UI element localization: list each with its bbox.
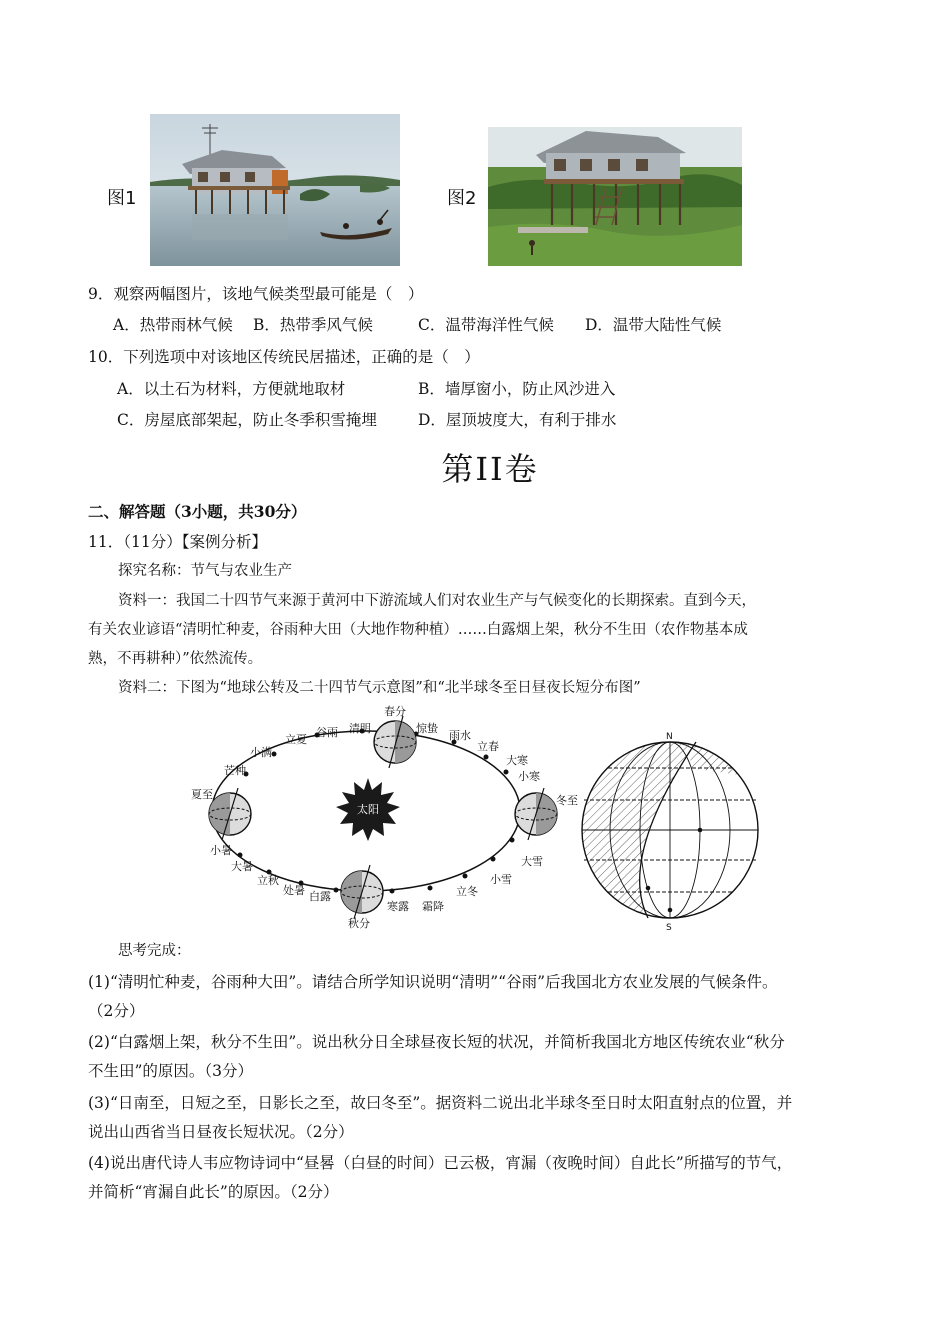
term-bailu: 白露	[309, 890, 331, 903]
term-chushu: 处暑	[283, 884, 305, 897]
term-dashu: 大暑	[231, 860, 253, 873]
stilt-house-dry-photo	[488, 127, 742, 266]
term-hanlu: 寒露	[387, 900, 409, 913]
q11-material1-line2: 有关农业谚语“清明忙种麦，谷雨种大田（大地作物种植）……白露烟上架，秋分不生田（农作物基本成	[88, 622, 748, 638]
term-xiaohan: 小寒	[518, 770, 540, 783]
q9-option-c[interactable]: C．温带海洋性气候	[418, 316, 554, 334]
q9-option-a[interactable]: A．热带雨林气候	[113, 316, 233, 334]
term-lichun: 立春	[477, 740, 499, 753]
q9-option-d[interactable]: D．温带大陆性气候	[585, 316, 722, 334]
earth-spring-equinox-icon	[374, 716, 416, 768]
term-dongzhi: 冬至	[556, 794, 578, 807]
q11-sub4-line2: 并简析“宵漏自此长”的原因。（2分）	[88, 1183, 339, 1201]
q11-sub1-line2: （2分）	[88, 1002, 145, 1020]
term-lixia: 立夏	[285, 733, 307, 746]
term-qingming: 清明	[349, 722, 371, 735]
earth-winter-solstice-icon	[515, 788, 557, 840]
q11-material1-line1: 资料一：我国二十四节气来源于黄河中下游流域人们对农业生产与气候变化的长期探索。直到今天，	[118, 593, 756, 609]
q10-option-d[interactable]: D．屋顶坡度大，有利于排水	[418, 411, 617, 429]
q10-stem: 10．下列选项中对该地区传统民居描述，正确的是（ ）	[88, 348, 480, 366]
q11-heading: 11．（11分）【案例分析】	[88, 533, 267, 551]
fig2-label: 图2	[447, 188, 477, 209]
q11-sub1-line1: (1)“清明忙种麦，谷雨种大田”。请结合所学知识说明“清明”“谷雨”后我国北方农业发展的气候条件。	[88, 973, 778, 991]
sun-label: 太阳	[357, 803, 379, 816]
section-title: 第II卷	[441, 450, 539, 488]
term-dahan: 大寒	[506, 754, 528, 767]
term-guyu: 谷雨	[316, 726, 338, 739]
q11-material1-line3: 熟，不再耕种）”依然流传。	[88, 651, 263, 667]
term-qiufen: 秋分	[348, 917, 370, 930]
term-daxue: 大雪	[521, 855, 543, 868]
term-xiazhi: 夏至	[191, 788, 213, 801]
q11-sub3-line2: 说出山西省当日昼夜长短状况。（2分）	[88, 1123, 354, 1141]
fig1-label: 图1	[107, 188, 137, 209]
q11-topic: 探究名称：节气与农业生产	[118, 563, 292, 579]
term-chunfen: 春分	[384, 705, 406, 718]
q11-sub2-line1: (2)“白露烟上架，秋分不生田”。说出秋分日全球昼夜长短的状况，并简析我国北方地区传统农业“秋分	[88, 1033, 785, 1051]
term-yushui: 雨水	[449, 729, 471, 742]
q11-material2: 资料二：下图为“地球公转及二十四节气示意图”和“北半球冬至日昼夜长短分布图”	[118, 680, 641, 696]
q11-sub2-line2: 不生田”的原因。（3分）	[88, 1062, 254, 1080]
stilt-house-flood-photo	[150, 114, 400, 266]
globe-north-label: N	[666, 732, 673, 742]
q11-sub4-line1: (4)说出唐代诗人韦应物诗词中“昼晷（白昼的时间）已云极，宵漏（夜晚时间）自此长”所描写的节气，	[88, 1154, 793, 1172]
q10-option-a[interactable]: A．以土石为材料，方便就地取材	[117, 380, 346, 398]
term-lidong: 立冬	[456, 885, 478, 898]
q10-option-c[interactable]: C．房屋底部架起，防止冬季积雪掩埋	[117, 411, 377, 429]
term-xiaoxue: 小雪	[490, 873, 512, 886]
q11-think-label: 思考完成：	[118, 943, 191, 959]
q9-stem: 9．观察两幅图片，该地气候类型最可能是（ ）	[88, 285, 424, 303]
term-shuangjiang: 霜降	[422, 900, 444, 913]
q10-option-b[interactable]: B．墙厚窗小，防止风沙进入	[418, 380, 616, 398]
globe-south-label: S	[666, 923, 672, 933]
term-jingzhe: 惊蛰	[416, 722, 438, 735]
term-mangzhong: 芒种	[224, 764, 246, 777]
q9-option-b[interactable]: B．热带季风气候	[253, 316, 373, 334]
q11-sub3-line1: (3)“日南至，日短之至，日影长之至，故曰冬至”。据资料二说出北半球冬至日时太阳直射点的位置，并	[88, 1094, 793, 1112]
earth-orbit-solar-terms-diagram	[188, 702, 588, 934]
earth-autumn-equinox-icon	[341, 865, 383, 919]
section2-heading: 二、解答题（3小题，共30分）	[88, 502, 307, 521]
winter-solstice-daylight-globe	[578, 728, 764, 934]
term-xiaoman: 小满	[250, 746, 272, 759]
term-xiaoshu: 小暑	[210, 844, 232, 857]
term-liqiu: 立秋	[257, 874, 279, 887]
